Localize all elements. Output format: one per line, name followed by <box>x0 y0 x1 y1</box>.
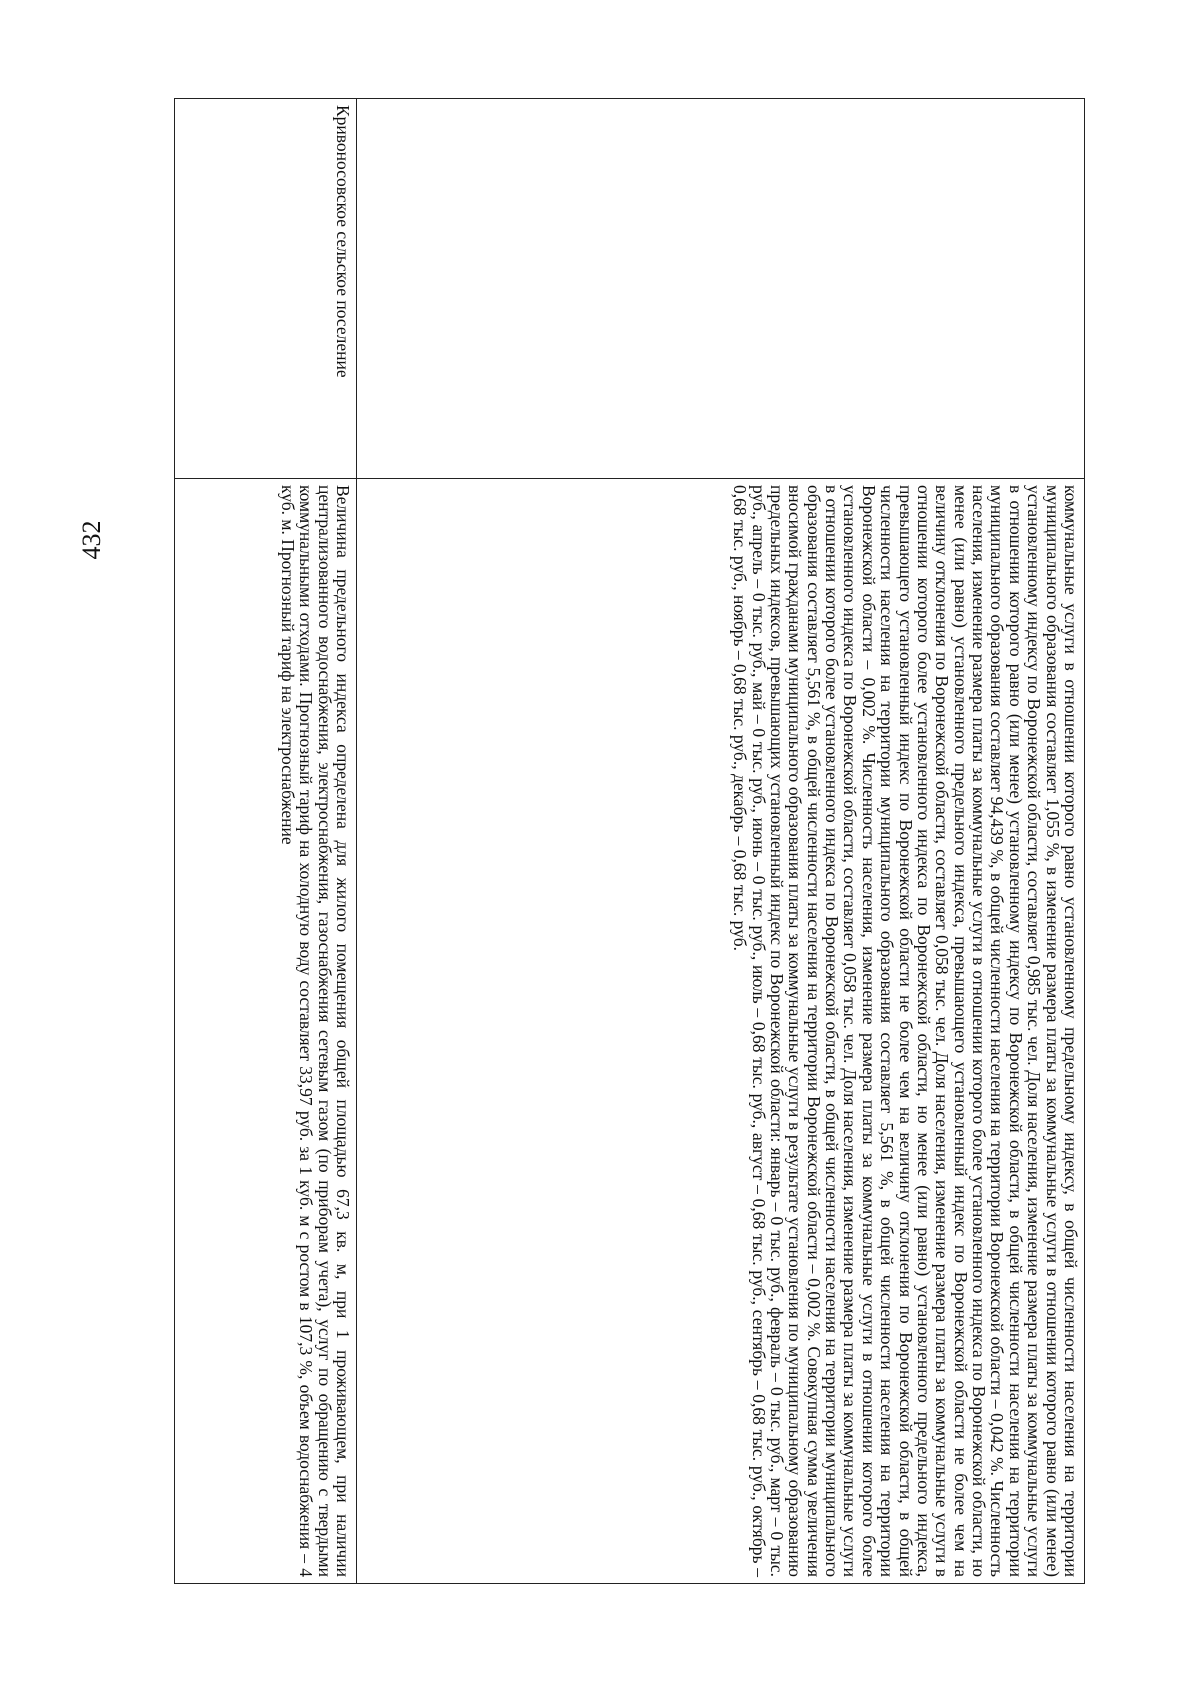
table-row <box>357 99 1085 1584</box>
index-description-cell: Величина предельного индекса определена для жилого помещения общей площадью 67,3 кв. м, при 1 проживающем, при наличии централизованного водоснабжения, электроснабжения, газоснабжения сетевым газом (по приборам учета), услуг по обращению с твердыми коммунальными отходами. Прогнозный тариф на холодную воду составляет 33,97 руб. за 1 куб. м с ростом в 107,3 %, объем водоснабжения – 4 куб. м. Прогнозный тариф на электроснабжение <box>175 479 357 1584</box>
municipality-name-cell: Кривоносовское сельское поселение <box>175 99 357 479</box>
rotated-document-table <box>175 98 1085 1583</box>
page-number <box>62 510 122 570</box>
index-description-cell: коммунальные услуги в отношении которого равно установленному предельному индексу, в общей численности населения на территории муниципального образования составляет 1,055 %, в изменение размера платы за коммунальные услуги в отношении которого равно (или менее) установленному индексу по Воронежской области, составляет 0,985 тыс. чел. Доля населения, изменение размера платы за коммунальные услуги в отношении которого равно (или менее) установленному индексу по Воронежской области, в общей численности населения на территории муниципального образования составляет 94,439 %, в общей численности населения на территории Воронежской области – 0,042 %. Численность населения, изменение размера платы за коммунальные услуги в отношении которого более установленного индекса по Воронежской области, но менее (или равно) установленного предельного индекса, превышающего установленный индекс по Воронежской области не более чем на величину отклонения по Воронежской области, составляет 0,058 тыс. чел. Доля населения, изменение размера платы за коммунальные услуги в отношении которого более установленного индекса по Воронежской области, но менее (или равно) установленного предельного индекса, превышающего установленный индекс по Воронежской области не более чем на величину отклонения по Воронежской области, в общей численности населения на территории муниципального образования составляет 5,561 %, в общей численности населения на территории Воронежской области – 0,002 %. Численность населения, изменение размера платы за коммунальные услуги в отношении которого более установленного индекса по Воронежской области, составляет 0,058 тыс. чел. Доля населения, изменение размера платы за коммунальные услуги в отношении которого более установленного индекса по Воронежской области, в общей численности населения на территории муниципального образования составляет 5,561 %, в общей численности населения на территории Воронежской области – 0,002 %. Совокупная сумма увеличения вносимой гражданами муниципального образования платы за коммунальные услуги в результате установления по муниципальному образованию предельных индексов, превышающих установленный индекс по Воронежской области: январь – 0 тыс. руб., февраль – 0 тыс. руб., март – 0 тыс. руб., апрель – 0 тыс. руб., май – 0 тыс. руб., июнь – 0 тыс. руб., июль – 0,68 тыс. руб., август – 0,68 тыс. руб., сентябрь – 0,68 тыс. руб., октябрь – 0,68 тыс. руб., ноябрь – 0,68 тыс. руб., декабрь – 0,68 тыс. руб. <box>357 479 1085 1584</box>
municipality-table <box>174 98 1085 1584</box>
page-number-text: 432 <box>77 520 106 560</box>
table-row <box>175 99 357 1584</box>
municipality-name-cell <box>357 99 1085 479</box>
